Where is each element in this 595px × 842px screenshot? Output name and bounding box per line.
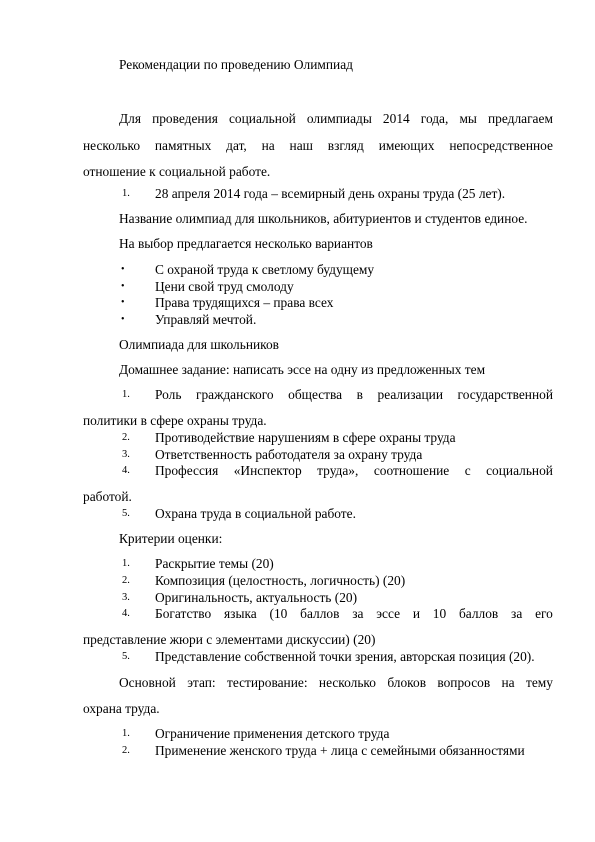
- bullet-icon: •: [121, 297, 125, 308]
- block-2: Применение женского труда + лица с семейными обязанностями: [155, 743, 525, 758]
- word: дат,: [226, 138, 247, 153]
- word: проведения: [152, 111, 218, 126]
- topic-4-line-1: [155, 463, 553, 479]
- word: этап:: [187, 675, 216, 690]
- word: эссе: [376, 606, 401, 621]
- topic-5: Охрана труда в социальной работе.: [155, 506, 356, 521]
- topic-number: 3.: [122, 449, 130, 460]
- word: взгляд: [327, 138, 364, 153]
- word: и: [412, 606, 420, 621]
- word: олимпиады: [306, 111, 372, 126]
- topic-1-line-2: политики в сфере охраны труда.: [83, 413, 267, 428]
- word: с: [464, 463, 471, 478]
- criteria-4-line-2: представление жюри с элементами дискуссии) (20): [83, 632, 376, 647]
- variant-item: Цени свой труд смолоду: [155, 279, 294, 294]
- word: Основной: [119, 675, 176, 690]
- word: имеющих: [378, 138, 435, 153]
- word: его: [535, 606, 553, 621]
- word: за: [511, 606, 523, 621]
- topic-3: Ответственность работодателя за охрану труда: [155, 447, 423, 462]
- criteria-number: 3.: [122, 592, 130, 603]
- topic-number: 1.: [122, 389, 130, 400]
- word: наш: [289, 138, 313, 153]
- dates-item-text: 28 апреля 2014 года – всемирный день охраны труда (25 лет).: [155, 186, 506, 201]
- word: языка: [224, 606, 257, 621]
- intro-line-2: [83, 138, 553, 154]
- word: общества: [288, 387, 343, 402]
- word: труда»,: [317, 463, 359, 478]
- block-1: Ограничение применения детского труда: [155, 726, 390, 741]
- bullet-icon: •: [121, 314, 125, 325]
- intro-line-3: отношение к социальной работе.: [83, 164, 271, 179]
- criteria-4-line-1: [155, 606, 553, 622]
- topic-2: Противодействие нарушениям в сфере охраны труда: [155, 430, 456, 445]
- word: непосредственное: [449, 138, 553, 153]
- word: соотношение: [373, 463, 450, 478]
- school-heading: Олимпиада для школьников: [119, 337, 279, 352]
- block-number: 2.: [122, 745, 130, 756]
- word: на: [501, 675, 515, 690]
- bullet-icon: •: [121, 281, 125, 292]
- criteria-1: Раскрытие темы (20): [155, 556, 274, 571]
- word: гражданского: [195, 387, 274, 402]
- criteria-heading: Критерии оценки:: [119, 531, 223, 546]
- intro-line-1: [119, 111, 553, 127]
- main-stage-line-2: охрана труда.: [83, 701, 160, 716]
- word: Богатство: [155, 606, 212, 621]
- word: «Инспектор: [233, 463, 302, 478]
- word: мы: [459, 111, 477, 126]
- criteria-5: Представление собственной точки зрения, авторская позиция (20).: [155, 649, 535, 664]
- criteria-number: 5.: [122, 651, 130, 662]
- word: баллов: [458, 606, 499, 621]
- word: на: [261, 138, 275, 153]
- word: в: [356, 387, 363, 402]
- document-title: Рекомендации по проведению Олимпиад: [119, 57, 353, 72]
- word: 2014: [382, 111, 410, 126]
- word: несколько: [318, 675, 376, 690]
- word: тестирование:: [226, 675, 308, 690]
- variant-item: Права трудящихся – права всех: [155, 295, 334, 310]
- word: блоков: [387, 675, 427, 690]
- name-note: Название олимпиад для школьников, абитуриентов и студентов единое.: [119, 211, 528, 226]
- variants-intro: На выбор предлагается несколько вариантов: [119, 236, 373, 251]
- word: Профессия: [155, 463, 219, 478]
- word: тему: [526, 675, 553, 690]
- homework-text: Домашнее задание: написать эссе на одну из предложенных тем: [119, 362, 486, 377]
- word: социальной: [486, 463, 553, 478]
- variant-item: Управляй мечтой.: [155, 312, 257, 327]
- word: года,: [420, 111, 449, 126]
- word: (10: [269, 606, 288, 621]
- word: за: [352, 606, 364, 621]
- block-number: 1.: [122, 728, 130, 739]
- word: социальной: [228, 111, 296, 126]
- topic-number: 4.: [122, 465, 130, 476]
- main-stage-line-1: [119, 675, 553, 691]
- topic-4-line-2: работой.: [83, 489, 132, 504]
- word: Для: [119, 111, 141, 126]
- criteria-number: 4.: [122, 608, 130, 619]
- word: вопросов: [437, 675, 491, 690]
- word: Роль: [155, 387, 182, 402]
- word: реализации: [377, 387, 443, 402]
- word: памятных: [154, 138, 212, 153]
- word: баллов: [300, 606, 340, 621]
- word: предлагаем: [488, 111, 553, 126]
- variant-item: С охраной труда к светлому будущему: [155, 262, 375, 277]
- bullet-icon: •: [121, 264, 125, 275]
- criteria-2: Композиция (целостность, логичность) (20): [155, 573, 406, 588]
- topic-number: 2.: [122, 432, 130, 443]
- topic-1-line-1: [155, 387, 553, 403]
- criteria-number: 1.: [122, 558, 130, 569]
- word: несколько: [83, 138, 141, 153]
- criteria-number: 2.: [122, 575, 130, 586]
- topic-number: 5.: [122, 508, 130, 519]
- dates-item-number: 1.: [122, 188, 130, 199]
- word: государственной: [457, 387, 553, 402]
- criteria-3: Оригинальность, актуальность (20): [155, 590, 358, 605]
- word: 10: [432, 606, 447, 621]
